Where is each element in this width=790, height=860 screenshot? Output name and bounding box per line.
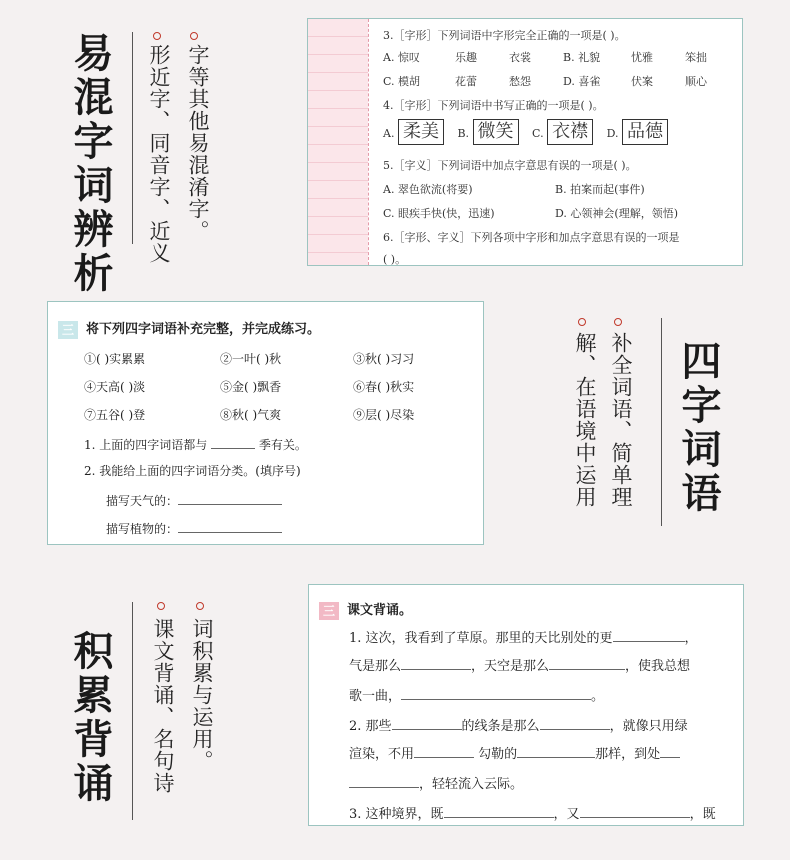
answer-blank[interactable] [580,803,690,818]
answer-blank[interactable] [549,655,625,670]
section-desc-line: 解、在语境中运用 [573,332,598,508]
section-title-four-char-words: 四字词语 [675,340,722,516]
margin-line [368,19,369,265]
classify-plants: 描写植物的： [106,518,282,537]
question-4: 4.［字形］下列词语中书写正确的一项是( )。 [383,99,604,112]
recite-line: 3. 这种境界，既 ，又 ，既 [349,803,716,822]
answer-blank[interactable] [613,627,685,642]
classify-weather: 描写天气的： [106,490,282,509]
bullet-dot [614,318,622,326]
bullet-dot [578,318,586,326]
section-desc-line: 课文背诵、名句诗 [151,618,176,794]
answer-blank[interactable] [660,743,680,758]
section-title-confusing-words: 易混字词辨析 [67,32,114,296]
exercise-card-idioms [47,301,484,545]
answer-blank[interactable] [444,803,554,818]
answer-blank[interactable] [401,685,591,700]
idiom-row: ④天高( )淡 ⑤金( )飘香 ⑥春( )秋实 [84,380,415,394]
answer-blank[interactable] [211,434,255,449]
question-6: 6.［字形、字义］下列各项中字形和加点字意思有误的一项是 [383,231,680,244]
question-5: 5.［字义］下列词语中加点字意思有误的一项是( )。 [383,159,637,172]
answer-blank[interactable] [392,715,462,730]
answer-blank[interactable] [517,743,595,758]
section-title-memorize: 积累背诵 [67,630,114,806]
bullet-dot [190,32,198,40]
option-row: A. 惊叹 乐趣 衣裳 B. 礼貌 忧雅 笨拙 [383,51,707,64]
section-desc-line: 词积累与运用。 [190,618,215,772]
answer-blank[interactable] [349,773,419,788]
answer-blank[interactable] [540,715,610,730]
section-desc-line: 补全词语、简单理 [609,332,634,508]
answer-blank[interactable] [178,518,282,533]
card-header: 三 将下列四字词语补充完整，并完成练习。 [58,318,320,339]
section-desc-line: 字等其他易混淆字。 [186,44,211,242]
bullet-dot [196,602,204,610]
recite-line: 渲染，不用 勾勒的 那样，到处 [349,743,680,762]
recite-line: 歌一曲， 。 [349,685,604,704]
recite-line: 气是那么 ，天空是那么 ，使我总想 [349,655,690,674]
exercise-card-recite [308,584,744,826]
exercise-card-words [307,18,743,266]
pink-margin [308,19,368,265]
section-number-icon: 三 [319,602,339,620]
idiom-row: ⑦五谷( )登 ⑧秋( )气爽 ⑨层( )尽染 [84,408,415,422]
idiom-row: ①( )实累累 ②一叶( )秋 ③秋( )习习 [84,352,415,366]
bullet-dot [157,602,165,610]
bullet-dot [153,32,161,40]
option-row: C. 眼疾手快(快，迅速) D. 心领神会(理解，领悟) [383,207,679,220]
question-6-answer: ( )。 [383,253,407,266]
divider-line [661,318,662,526]
answer-blank[interactable] [178,490,282,505]
divider-line [132,602,133,820]
option-row: A. 翠色欲流(将要) B. 拍案而起(事件) [383,183,645,196]
divider-line [132,32,133,244]
answer-blank[interactable] [414,743,474,758]
card-header: 三 课文背诵。 [319,599,412,620]
section-desc-line: 形近字、同音字、近义 [147,44,172,264]
question-1: 1. 上面的四字词语都与 季有关。 [84,434,307,453]
recite-line: ，轻轻流入云际。 [349,773,523,792]
answer-blank[interactable] [401,655,471,670]
option-row: C. 模胡 花蕾 愁怨 D. 喜雀 伏案 顺心 [383,75,707,88]
recite-line: 2. 那些 的线条是那么 ，就像只用绿 [349,715,688,734]
section-number-icon: 三 [58,321,78,339]
question-2: 2. 我能给上面的四字词语分类。(填序号) [84,464,301,478]
recite-line: 1. 这次，我看到了草原。那里的天比别处的更 ， [349,627,698,646]
question-3: 3.［字形］下列词语中字形完全正确的一项是( )。 [383,29,626,42]
option-row-boxed: A. 柔美 B. 微笑 C. 衣襟 D. 品德 [383,119,668,145]
